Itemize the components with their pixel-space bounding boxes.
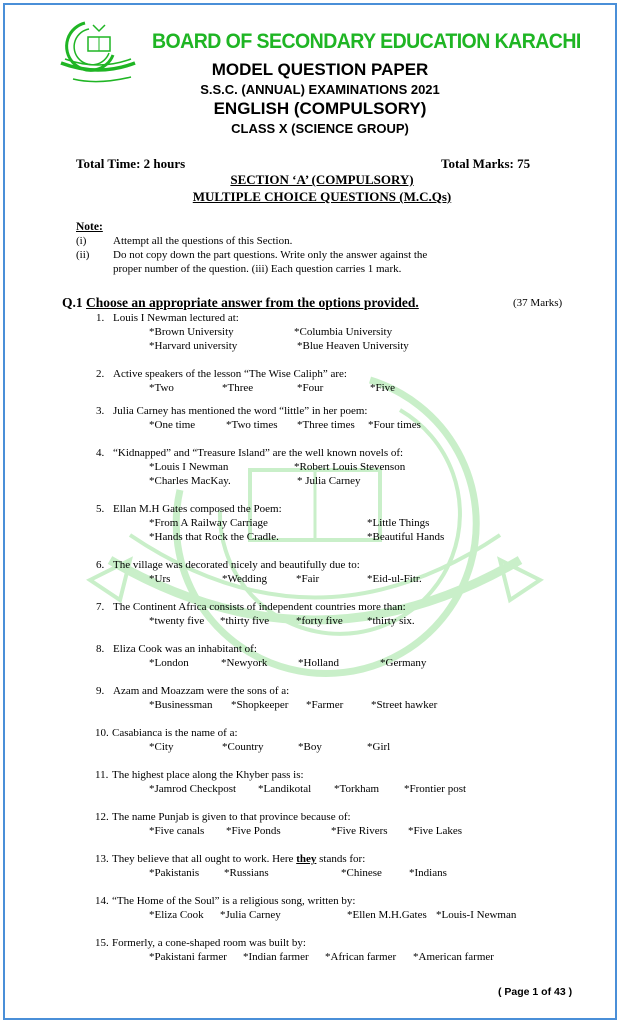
- note-num: (ii): [76, 249, 90, 261]
- question-number: 1.: [96, 312, 105, 324]
- q1-marks: (37 Marks): [513, 297, 563, 309]
- answer-option: *thirty six.: [367, 615, 415, 627]
- answer-option: *Landikotal: [258, 783, 312, 795]
- note-item: Do not copy down the part questions. Write only the answer against the: [113, 249, 428, 261]
- question-text: [112, 853, 365, 865]
- question-number: 13.: [95, 853, 109, 865]
- answer-option: *One time: [149, 419, 196, 431]
- question-text: The Continent Africa consists of independent countries more than:: [113, 601, 406, 613]
- answer-option: *Holland: [298, 657, 339, 669]
- answer-option: *Columbia University: [294, 326, 393, 338]
- q1-instruction: Choose an appropriate answer from the options provided.: [86, 295, 419, 310]
- answer-option: *twenty five: [149, 615, 205, 627]
- note-num: (i): [76, 235, 87, 247]
- answer-option: *Three times: [297, 419, 355, 431]
- answer-option: *Germany: [380, 657, 427, 669]
- question-text: Formerly, a cone-shaped room was built by:: [112, 937, 306, 949]
- answer-option: *Beautiful Hands: [367, 531, 445, 543]
- note-item: Attempt all the questions of this Section.: [113, 235, 293, 247]
- question-text-part: stands for:: [316, 853, 366, 865]
- answer-option: *Urs: [149, 573, 171, 585]
- question-text: Azam and Moazzam were the sons of a:: [113, 685, 290, 697]
- question-number: 3.: [96, 405, 105, 417]
- question-text: Louis I Newman lectured at:: [113, 312, 239, 324]
- answer-option: *Five canals: [149, 825, 205, 837]
- answer-option: *Eid-ul-Fitr.: [367, 573, 422, 585]
- question-number: 6.: [96, 559, 105, 571]
- answer-option: *Newyork: [221, 657, 268, 669]
- subject-title: ENGLISH (COMPULSORY): [213, 99, 427, 118]
- answer-option: *Businessman: [149, 699, 213, 711]
- answer-option: *Two times: [226, 419, 278, 431]
- answer-option: *Four times: [368, 419, 421, 431]
- question-text: Julia Carney has mentioned the word “little” in her poem:: [113, 405, 368, 417]
- question-text: The name Punjab is given to that province because of:: [112, 811, 351, 823]
- question-number: 7.: [96, 601, 105, 613]
- answer-option: *Eliza Cook: [149, 909, 204, 921]
- answer-option: *Little Things: [367, 517, 430, 529]
- answer-option: *Shopkeeper: [231, 699, 289, 711]
- total-marks: Total Marks: 75: [441, 156, 531, 171]
- question-number: 15.: [95, 937, 109, 949]
- note-label: Note:: [76, 221, 103, 233]
- answer-option: *Ellen M.H.Gates: [347, 909, 427, 921]
- board-title: BOARD OF SECONDARY EDUCATION KARACHI: [152, 30, 581, 53]
- answer-option: *Three: [222, 382, 254, 394]
- answer-option: *Chinese: [341, 867, 382, 879]
- q1-number: Q.1: [62, 295, 83, 310]
- section-subheading: MULTIPLE CHOICE QUESTIONS (M.C.Qs): [192, 189, 452, 204]
- question-text-part: They believe that all ought to work. Here: [112, 853, 297, 865]
- question-number: 9.: [96, 685, 105, 697]
- answer-option: *Farmer: [306, 699, 344, 711]
- answer-option: *Four: [297, 382, 324, 394]
- answer-option: *From A Railway Carriage: [149, 517, 268, 529]
- answer-option: *Pakistani farmer: [149, 951, 227, 963]
- answer-option: *Louis-I Newman: [436, 909, 517, 921]
- answer-option: *Fair: [296, 573, 320, 585]
- question-text: “Kidnapped” and “Treasure Island” are the well known novels of:: [113, 447, 404, 459]
- answer-option: *American farmer: [413, 951, 494, 963]
- exam-title: S.S.C. (ANNUAL) EXAMINATIONS 2021: [200, 82, 440, 97]
- answer-option: * Julia Carney: [297, 475, 361, 487]
- answer-option: *Frontier post: [404, 783, 467, 795]
- question-number: 5.: [96, 503, 105, 515]
- question-text: Casabianca is the name of a:: [112, 727, 238, 739]
- answer-option: *Girl: [367, 741, 391, 753]
- answer-option: *Harvard university: [149, 340, 238, 352]
- answer-option: *Two: [149, 382, 174, 394]
- question-number: 12.: [95, 811, 109, 823]
- answer-option: *Country: [222, 741, 264, 753]
- q1-heading: [62, 295, 419, 311]
- question-text: Ellan M.H Gates composed the Poem:: [113, 503, 282, 515]
- answer-option: *Five: [370, 382, 396, 394]
- answer-option: *Russians: [224, 867, 269, 879]
- answer-option: *Julia Carney: [220, 909, 281, 921]
- question-text: The village was decorated nicely and beautifully due to:: [113, 559, 360, 571]
- answer-option: *Pakistanis: [149, 867, 200, 879]
- question-number: 11.: [95, 769, 109, 781]
- answer-option: *Blue Heaven University: [297, 340, 409, 352]
- note-item: proper number of the question. (iii) Each question carries 1 mark.: [113, 263, 402, 275]
- answer-option: *Five Rivers: [331, 825, 388, 837]
- answer-option: *Street hawker: [371, 699, 438, 711]
- answer-option: *Brown University: [149, 326, 234, 338]
- answer-option: *Hands that Rock the Cradle.: [149, 531, 279, 543]
- question-number: 14.: [95, 895, 109, 907]
- answer-option: *Jamrod Checkpost: [149, 783, 237, 795]
- answer-option: *African farmer: [325, 951, 397, 963]
- class-title: CLASS X (SCIENCE GROUP): [231, 121, 409, 136]
- answer-option: *Indians: [409, 867, 447, 879]
- question-text: “The Home of the Soul” is a religious song, written by:: [112, 895, 356, 907]
- question-emphasis: they: [296, 853, 317, 865]
- question-text: Active speakers of the lesson “The Wise Caliph” are:: [113, 368, 347, 380]
- answer-option: *Boy: [298, 741, 322, 753]
- answer-option: *Five Ponds: [226, 825, 281, 837]
- answer-option: *Louis I Newman: [149, 461, 229, 473]
- answer-option: *City: [149, 741, 174, 753]
- answer-option: *thirty five: [220, 615, 270, 627]
- question-number: 2.: [96, 368, 105, 380]
- answer-option: *Wedding: [222, 573, 267, 585]
- answer-option: *Torkham: [334, 783, 380, 795]
- answer-option: *Five Lakes: [408, 825, 463, 837]
- section-heading: SECTION ‘A’ (COMPULSORY): [230, 172, 414, 187]
- answer-option: *forty five: [296, 615, 343, 627]
- question-number: 8.: [96, 643, 105, 655]
- total-time: Total Time: 2 hours: [76, 156, 186, 171]
- question-number: 10.: [95, 727, 109, 739]
- question-text: Eliza Cook was an inhabitant of:: [113, 643, 257, 655]
- question-text: The highest place along the Khyber pass is:: [112, 769, 304, 781]
- answer-option: *London: [149, 657, 189, 669]
- page-number: ( Page 1 of 43 ): [498, 986, 573, 998]
- answer-option: *Robert Louis Stevenson: [294, 461, 406, 473]
- answer-option: *Charles MacKay.: [149, 475, 231, 487]
- paper-title: MODEL QUESTION PAPER: [211, 60, 429, 79]
- answer-option: *Indian farmer: [243, 951, 309, 963]
- question-number: 4.: [96, 447, 105, 459]
